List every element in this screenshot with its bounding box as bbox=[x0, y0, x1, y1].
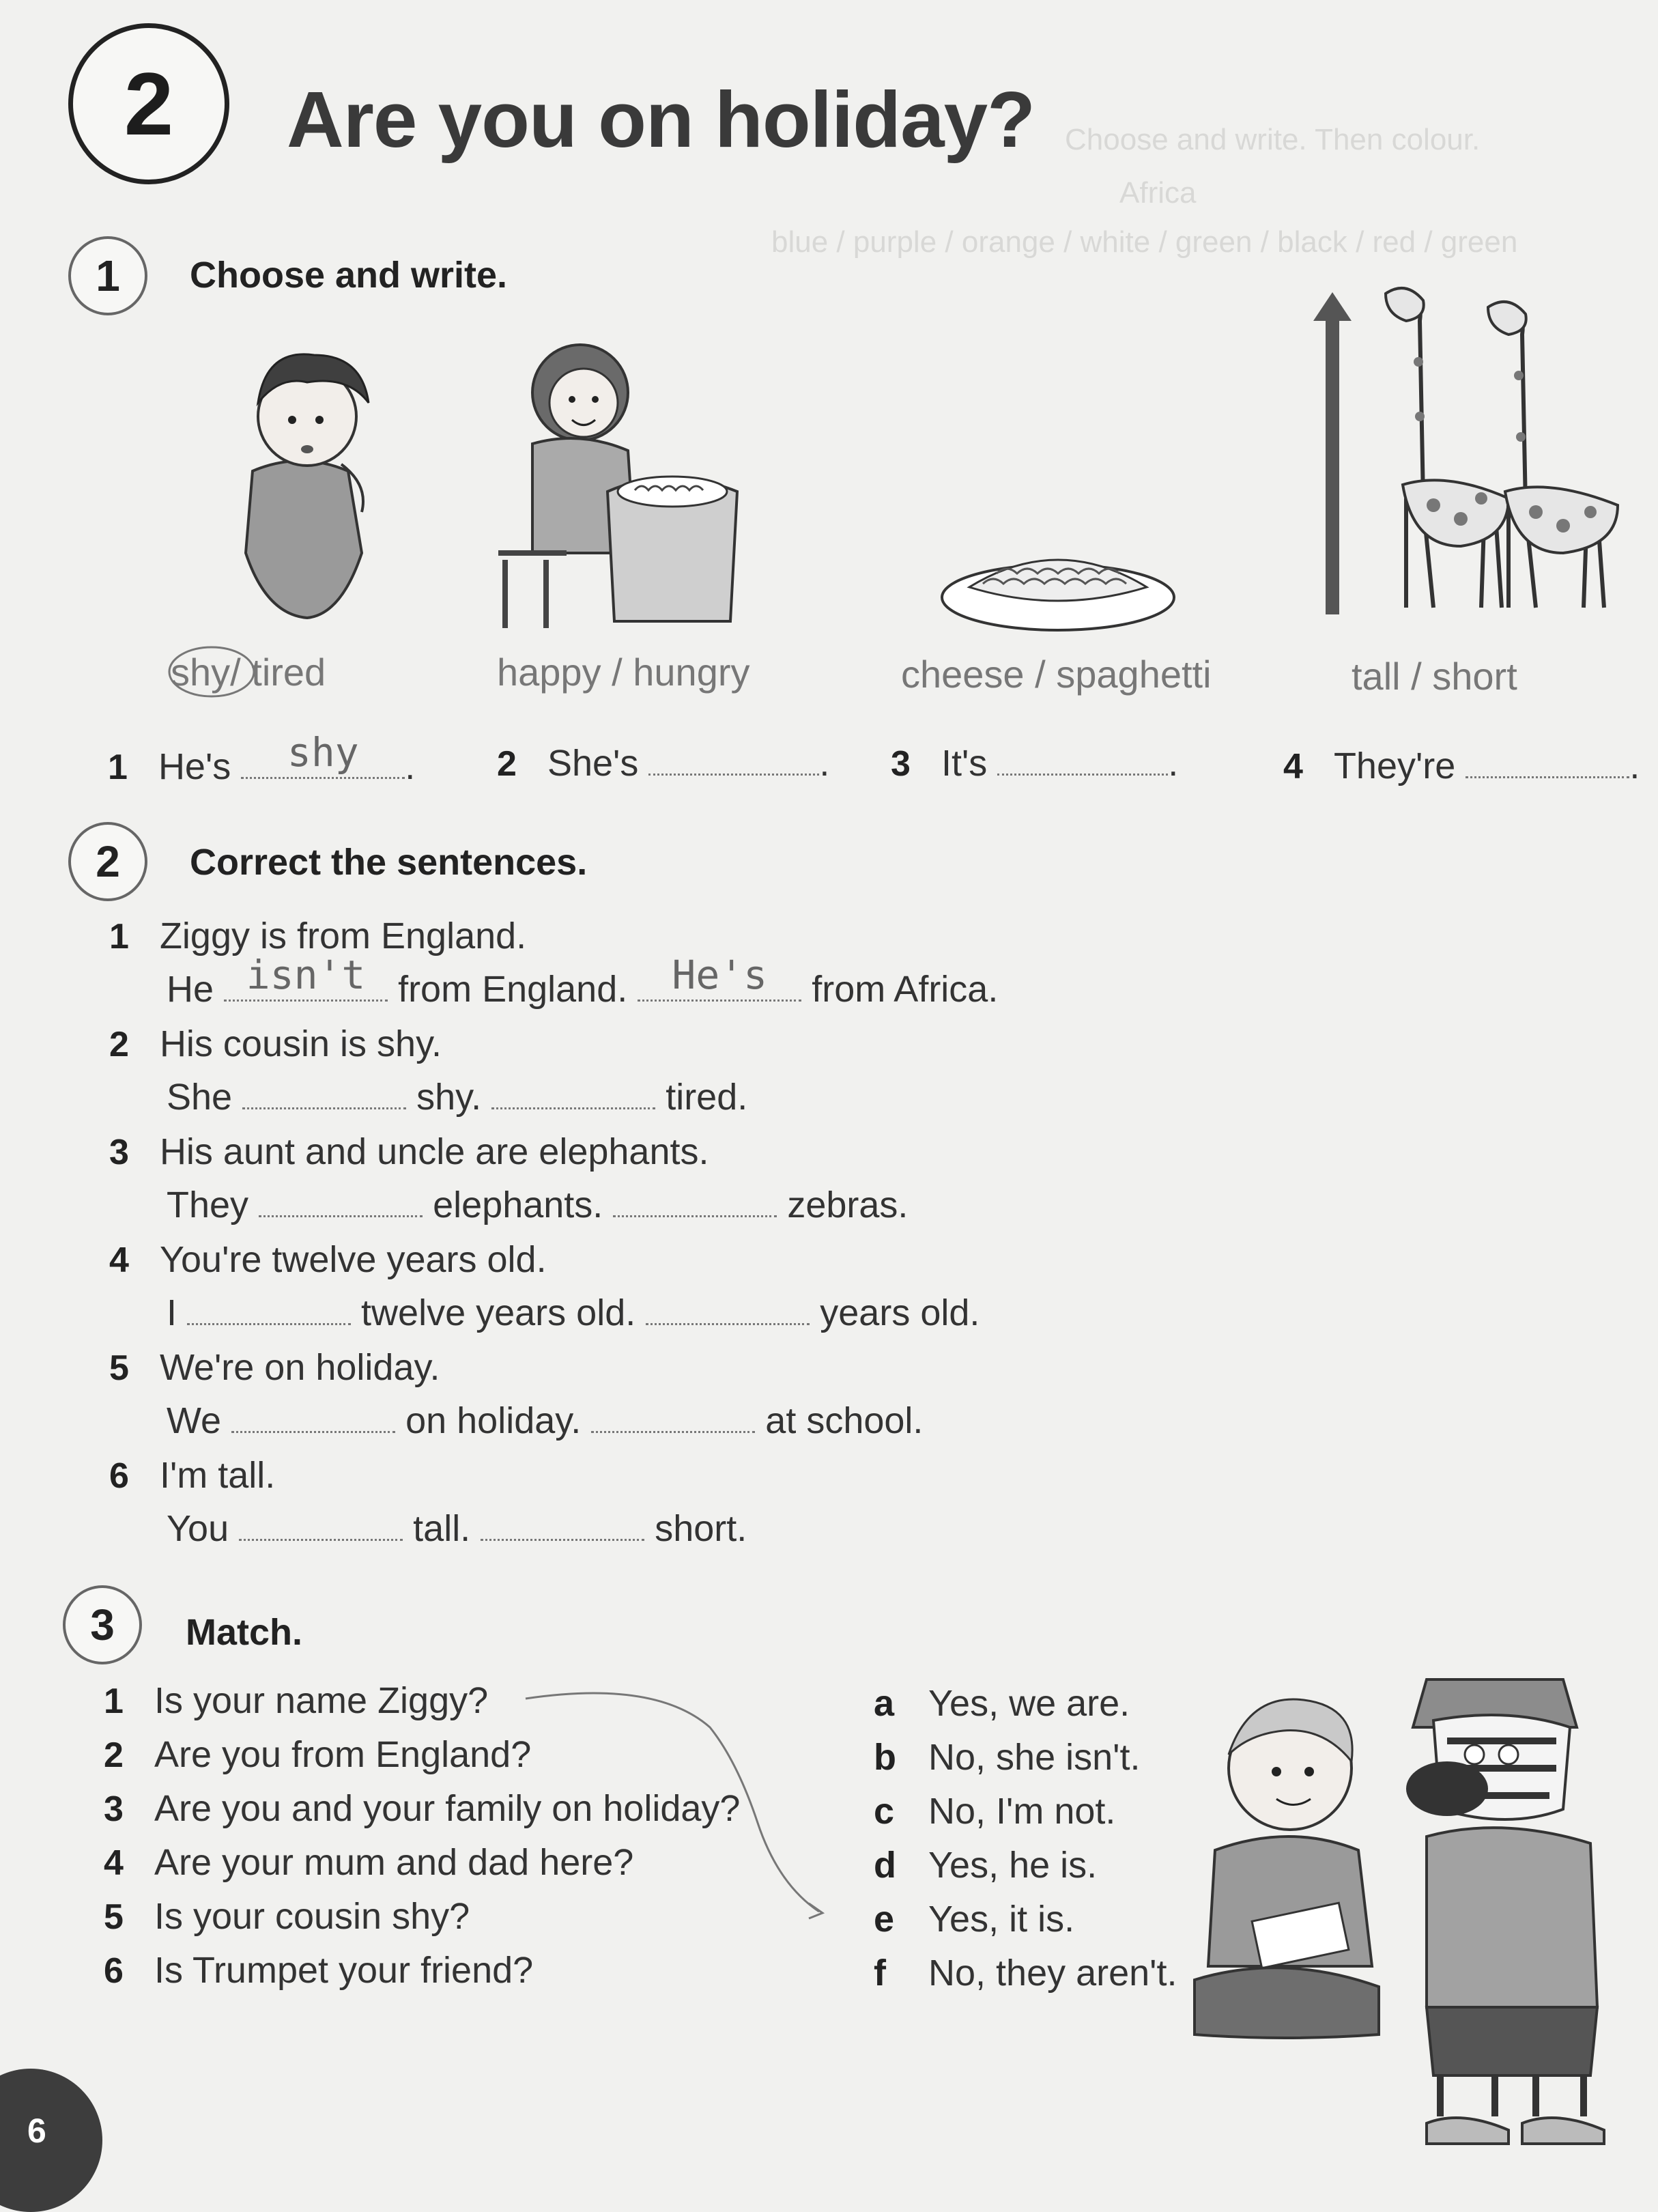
answer-blank[interactable] bbox=[591, 1404, 755, 1433]
answer-blank[interactable] bbox=[1466, 749, 1629, 778]
ex3-question-2: 2 Are you from England? bbox=[104, 1734, 532, 1775]
ex2-correction-3: They elephants. zebras. bbox=[167, 1185, 909, 1225]
ex2-item-2: 2 His cousin is shy. bbox=[109, 1023, 442, 1064]
giraffes-illustration bbox=[1304, 280, 1645, 621]
unit-number-badge: 2 bbox=[68, 23, 229, 184]
ex3-answer-c: c No, I'm not. bbox=[874, 1791, 1116, 1832]
answer-blank[interactable]: shy bbox=[241, 750, 405, 779]
ex1-sentence-4: 4 They're . bbox=[1283, 746, 1640, 786]
ex3-answer-e: e Yes, it is. bbox=[874, 1899, 1075, 1940]
answer-blank[interactable] bbox=[242, 1080, 406, 1109]
ex2-item-5: 5 We're on holiday. bbox=[109, 1347, 440, 1388]
ex3-question-4: 4 Are your mum and dad here? bbox=[104, 1842, 634, 1883]
option-happy-hungry: happy / hungry bbox=[497, 651, 750, 694]
ex2-item-3: 3 His aunt and uncle are elephants. bbox=[109, 1131, 709, 1172]
answer-blank[interactable] bbox=[259, 1188, 423, 1217]
exercise-1-title: Choose and write. bbox=[190, 255, 508, 296]
ex2-correction-5: We on holiday. at school. bbox=[167, 1400, 924, 1441]
answer-blank[interactable] bbox=[187, 1296, 351, 1325]
ex3-answer-d: d Yes, he is. bbox=[874, 1845, 1098, 1886]
option-circle-mark bbox=[164, 643, 259, 700]
ex2-correction-2: She shy. tired. bbox=[167, 1077, 748, 1118]
ghost-text-1: Choose and write. Then colour. bbox=[1065, 123, 1481, 156]
answer-blank[interactable] bbox=[646, 1296, 810, 1325]
ex3-answer-b: b No, she isn't. bbox=[874, 1737, 1141, 1778]
ex1-sentence-1: 1 He's shy . bbox=[108, 729, 416, 787]
ghost-text-3: blue / purple / orange / white / green / black / red / green bbox=[771, 225, 1518, 259]
exercise-2-title: Correct the sentences. bbox=[190, 842, 588, 883]
spaghetti-illustration bbox=[935, 519, 1181, 642]
option-tall-short: tall / short bbox=[1352, 655, 1517, 698]
ex3-question-6: 6 Is Trumpet your friend? bbox=[104, 1950, 534, 1991]
boy-and-zebra-illustration bbox=[1154, 1652, 1645, 2157]
ghost-text-2: Africa bbox=[1119, 176, 1197, 210]
ex3-answer-f: f No, they aren't. bbox=[874, 1953, 1177, 1994]
ex2-item-4: 4 You're twelve years old. bbox=[109, 1239, 547, 1280]
answer-blank[interactable] bbox=[648, 746, 819, 776]
option-shy-tired: shy/ tired bbox=[171, 651, 326, 694]
answer-blank[interactable]: He's bbox=[638, 972, 801, 1002]
exercise-1-number: 1 bbox=[68, 236, 147, 315]
page-number: 6 bbox=[27, 2112, 46, 2150]
shy-boy-illustration bbox=[205, 328, 396, 621]
ex2-item-6: 6 I'm tall. bbox=[109, 1455, 276, 1496]
ex2-correction-6: You tall. short. bbox=[167, 1508, 747, 1549]
ex2-correction-1: He isn't from England. He's from Africa. bbox=[167, 952, 999, 1010]
answer-blank[interactable] bbox=[239, 1512, 403, 1541]
answer-blank[interactable] bbox=[997, 746, 1168, 776]
hungry-girl-illustration bbox=[491, 328, 751, 635]
option-cheese-spaghetti: cheese / spaghetti bbox=[901, 653, 1212, 696]
answer-blank[interactable] bbox=[613, 1188, 777, 1217]
exercise-3-title: Match. bbox=[186, 1612, 303, 1653]
answer-blank[interactable]: isn't bbox=[224, 972, 388, 1002]
answer-blank[interactable] bbox=[481, 1512, 644, 1541]
ex2-item-1: 1 Ziggy is from England. bbox=[109, 916, 527, 956]
unit-title: Are you on holiday? bbox=[287, 75, 1035, 164]
page-number-corner bbox=[0, 2069, 102, 2212]
answer-blank[interactable] bbox=[491, 1080, 655, 1109]
exercise-3-number: 3 bbox=[63, 1585, 142, 1664]
ex3-question-3: 3 Are you and your family on holiday? bbox=[104, 1788, 741, 1829]
answer-blank[interactable] bbox=[231, 1404, 395, 1433]
ex1-sentence-2: 2 She's . bbox=[497, 743, 830, 784]
ex1-sentence-3: 3 It's . bbox=[891, 743, 1179, 784]
ex3-answer-a: a Yes, we are. bbox=[874, 1683, 1130, 1724]
exercise-2-number: 2 bbox=[68, 822, 147, 901]
ex3-question-5: 5 Is your cousin shy? bbox=[104, 1896, 470, 1937]
ex3-question-1: 1 Is your name Ziggy? bbox=[104, 1680, 489, 1721]
ex2-correction-4: I twelve years old. years old. bbox=[167, 1292, 980, 1333]
